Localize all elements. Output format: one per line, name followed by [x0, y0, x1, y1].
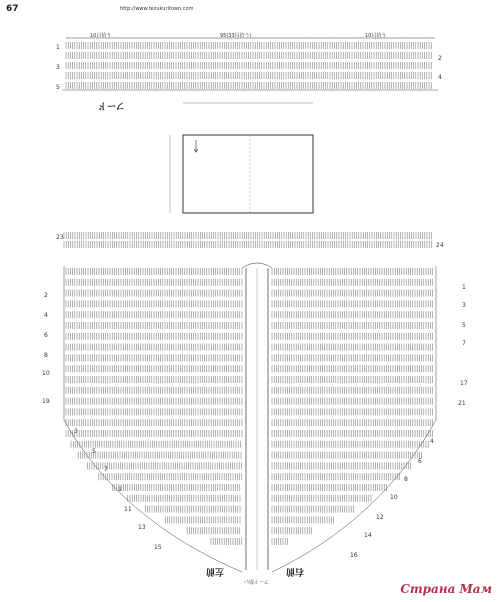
- left-row-3: 3: [74, 428, 78, 435]
- hood-count-left: 10目拾う: [90, 33, 112, 39]
- right-front-stitch-row: [272, 387, 433, 394]
- left-front-stitch-row: [165, 516, 240, 523]
- hood-row-1: 1: [56, 44, 60, 51]
- left-row-6: 6: [44, 332, 48, 339]
- left-row-15: 15: [154, 544, 162, 551]
- left-front-stitch-row: [66, 408, 242, 415]
- left-front-stitch-row: [66, 333, 242, 340]
- hood-top-chain: [66, 37, 434, 39]
- right-row-17: 17: [460, 380, 468, 387]
- right-row-3: 3: [462, 302, 466, 309]
- hood-top-stitch-row: [66, 52, 431, 59]
- watermark-logo: Страна Мам: [400, 582, 492, 596]
- hood-count-right: 10目拾う: [365, 33, 387, 39]
- right-front-stitch-row: [272, 279, 433, 286]
- right-row-14: 14: [364, 532, 372, 539]
- left-front-stitch-row: [71, 441, 240, 448]
- left-front-stitch-row: [66, 365, 242, 372]
- left-front-stitch-row: [88, 462, 242, 469]
- hood-top-stitch-row: [66, 72, 431, 79]
- right-row-21: 21: [458, 400, 466, 407]
- hood-count-center: 95(33目拾う): [220, 33, 252, 39]
- left-row-11: 11: [124, 506, 132, 513]
- right-front-stitch-row: [272, 419, 433, 426]
- right-front-stitch-row: [272, 268, 433, 275]
- left-front-stitch-row: [66, 398, 242, 405]
- left-front-stitch-row: [211, 538, 242, 545]
- left-row-2: 2: [44, 292, 48, 299]
- left-front-stitch-row: [78, 452, 241, 459]
- right-front-stitch-row: [272, 495, 371, 502]
- left-front-stitch-row: [99, 473, 242, 480]
- hood-row-5: 5: [56, 84, 60, 91]
- left-row-4: 4: [44, 312, 48, 319]
- hood-pickup-label: フード拾い: [244, 578, 269, 584]
- right-front-stitch-row: [272, 441, 428, 448]
- left-front-stitch-row: [66, 376, 242, 383]
- left-front-stitch-row: [66, 344, 242, 351]
- left-front-stitch-row: [128, 495, 240, 502]
- right-row-7: 7: [462, 340, 466, 347]
- left-row-19: 19: [42, 398, 50, 405]
- right-row-5: 5: [462, 322, 466, 329]
- right-front-stitch-row: [272, 452, 422, 459]
- right-row-1: 1: [462, 284, 466, 291]
- right-front-stitch-row: [272, 430, 433, 437]
- left-front-stitch-row: [66, 322, 242, 329]
- hood-row-4: 4: [438, 74, 442, 81]
- hood-row-24: 24: [436, 242, 444, 249]
- right-front-stitch-row: [272, 344, 433, 351]
- hood-label: フード: [98, 100, 125, 110]
- hood-row-23: 23: [56, 234, 64, 241]
- right-front-stitch-row: [272, 484, 386, 491]
- right-front-label: 右前: [286, 566, 305, 576]
- left-front-stitch-row: [66, 387, 242, 394]
- hood-top-stitch-row: [66, 62, 431, 69]
- left-row-8: 8: [44, 352, 48, 359]
- hood-top-stitch-row: [66, 42, 431, 49]
- hood-top-stitch-row: [66, 82, 431, 89]
- right-row-4: 4: [430, 438, 434, 445]
- left-row-10: 10: [42, 370, 50, 377]
- neck-curve: [242, 263, 272, 268]
- right-front-stitch-row: [272, 462, 411, 469]
- right-row-6: 6: [418, 458, 422, 465]
- left-row-13: 13: [138, 524, 146, 531]
- page-number: 67: [6, 4, 19, 14]
- right-row-16: 16: [350, 552, 358, 559]
- hood-row-3: 3: [56, 64, 60, 71]
- left-front-stitch-row: [66, 354, 242, 361]
- left-front-stitch-row: [66, 300, 242, 307]
- right-front-stitch-row: [272, 376, 433, 383]
- left-edge: [64, 266, 242, 572]
- right-row-12: 12: [376, 514, 384, 521]
- left-front-stitch-row: [66, 311, 242, 318]
- hood-bottom-stitch-row: [64, 241, 431, 248]
- right-front-stitch-row: [272, 300, 433, 307]
- left-front-stitch-row: [145, 506, 240, 513]
- right-front-stitch-row: [272, 290, 433, 297]
- right-edge: [272, 266, 436, 572]
- right-front-stitch-row: [272, 408, 433, 415]
- left-front-stitch-row: [66, 430, 242, 437]
- right-front-stitch-row: [272, 538, 287, 545]
- right-front-stitch-row: [272, 473, 400, 480]
- left-front-stitch-row: [66, 279, 242, 286]
- right-row-10: 10: [390, 494, 398, 501]
- right-front-stitch-row: [272, 506, 353, 513]
- right-front-stitch-row: [272, 365, 433, 372]
- left-row-7: 7: [104, 466, 108, 473]
- right-front-stitch-row: [272, 354, 433, 361]
- right-front-stitch-row: [272, 311, 433, 318]
- hood-row-2: 2: [438, 55, 442, 62]
- left-front-label: 左前: [206, 566, 225, 576]
- right-front-stitch-row: [272, 516, 334, 523]
- right-front-stitch-row: [272, 398, 433, 405]
- header-url: http://www.tezukuritown.com: [120, 6, 194, 12]
- right-row-8: 8: [404, 476, 408, 483]
- left-front-stitch-row: [112, 484, 240, 491]
- right-front-stitch-row: [272, 322, 433, 329]
- hood-bottom-stitch-row: [64, 232, 431, 239]
- left-front-stitch-row: [66, 419, 242, 426]
- right-front-stitch-row: [272, 333, 433, 340]
- right-front-stitch-row: [272, 527, 312, 534]
- hood-schematic-box: [183, 135, 313, 213]
- left-row-5: 5: [92, 448, 96, 455]
- left-front-stitch-row: [66, 290, 242, 297]
- left-front-stitch-row: [66, 268, 242, 275]
- left-front-stitch-row: [187, 527, 240, 534]
- left-row-9: 9: [118, 486, 122, 493]
